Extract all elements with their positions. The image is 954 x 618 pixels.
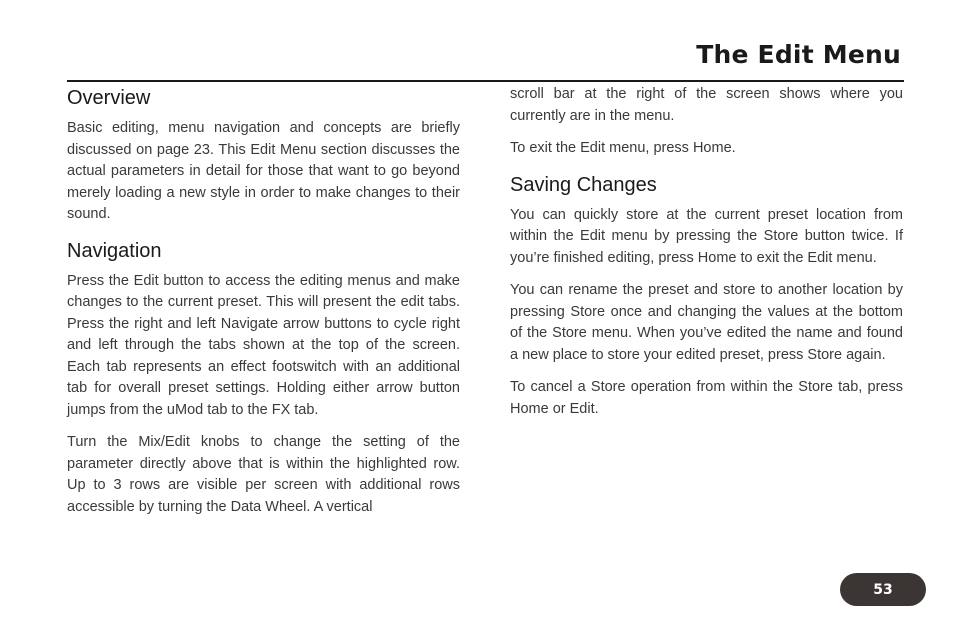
exit-edit-paragraph: To exit the Edit menu, press Home. — [510, 140, 736, 156]
page-number-badge — [840, 573, 926, 606]
navigation-heading: Navigation — [67, 239, 162, 262]
title-divider — [67, 80, 904, 82]
saving-paragraph-1: You can quickly store at the current preset location from within the Edit menu by pressing the Store button twice. If you’re finished editing, press Home to exit the Edit menu. — [510, 206, 903, 266]
saving-section — [510, 171, 903, 421]
saving-heading: Saving Changes — [510, 173, 657, 196]
navigation-continued — [510, 84, 903, 160]
navigation-paragraph-2: Turn the Mix/Edit knobs to change the setting of the parameter directly above that is within the highlighted row. Up to 3 rows are visible per screen with additional rows accessible by turning the Data Wheel. A vertical — [67, 434, 460, 515]
overview-section — [67, 84, 460, 226]
navigation-paragraph-1: Press the Edit button to access the editing menus and make changes to the current preset. This will present the edit tabs. Press the right and left Navigate arrow buttons to cycle right and left through the tabs shown at the top of the screen. Each tab represents an effect footswitch with an additional tab for overall preset settings. Holding either arrow button jumps from the uMod tab to the FX tab. — [67, 272, 460, 418]
saving-paragraph-2: You can rename the preset and store to another location by pressing Store once and changing the values at the bottom of the Store menu. When you’ve edited the name and found a new place to store your edited preset, press Store again. — [510, 282, 903, 363]
navigation-section — [67, 237, 460, 519]
page-title: The Edit Menu — [696, 40, 901, 69]
overview-paragraph: Basic editing, menu navigation and concepts are briefly discussed on page 23. This Edit Menu section discusses the actual parameters in detail for those that want to go beyond merely loading a new style in order to make changes to their sound. — [67, 120, 460, 222]
left-column — [67, 84, 460, 529]
page-number: 53 — [873, 581, 893, 598]
navigation-paragraph-3: scroll bar at the right of the screen shows where you currently are in the menu. — [510, 86, 903, 124]
saving-paragraph-3: To cancel a Store operation from within the Store tab, press Home or Edit. — [510, 379, 903, 417]
overview-heading: Overview — [67, 87, 151, 109]
right-column — [510, 84, 903, 431]
